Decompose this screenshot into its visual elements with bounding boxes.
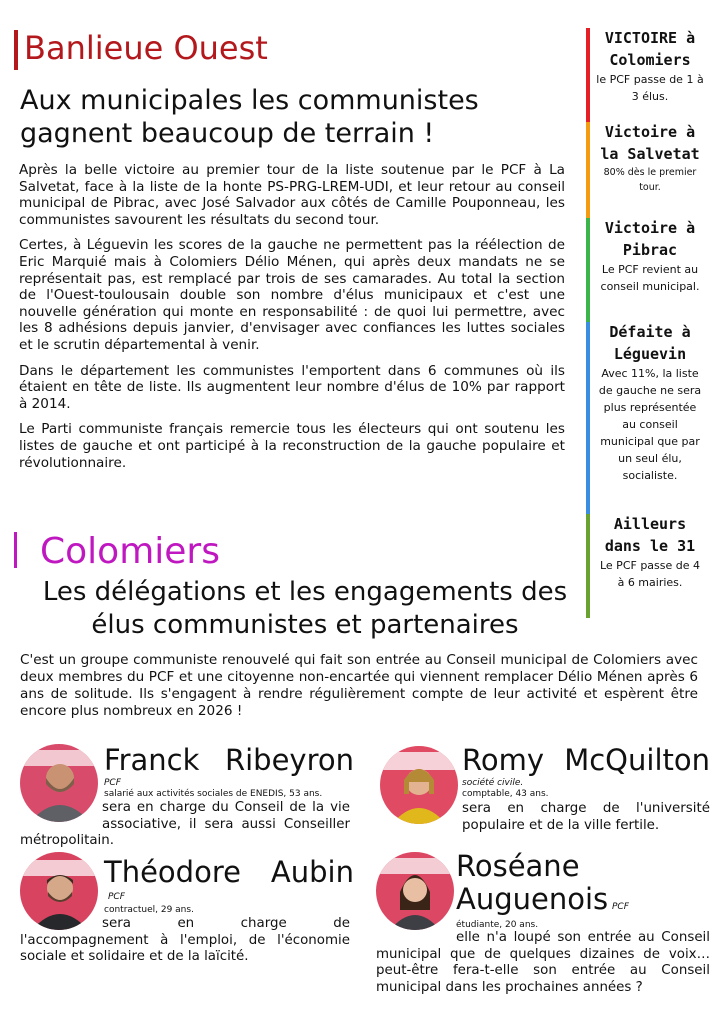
portrait-photo-icon [380, 746, 458, 824]
elected-description [376, 930, 710, 996]
results-sidebar [586, 28, 704, 618]
elected-description [20, 800, 350, 850]
elected-party: PCF [108, 892, 125, 902]
section-title: Colomiers [40, 531, 220, 572]
elected-name: Auguenois [456, 882, 609, 916]
elected-name: Théodore Aubin [104, 855, 354, 889]
article-body [19, 162, 565, 480]
elected-description-text: sera en charge du Conseil de la vie associative, il sera aussi Conseiller métropolitain. [20, 800, 350, 848]
sidebar-box-leguevin [586, 322, 704, 514]
elected-name: Roséane [456, 849, 580, 883]
elected-card-franck [20, 744, 354, 850]
elected-name: Franck Ribeyron [104, 743, 354, 777]
elected-job: salarié aux activités sociales de ENEDIS, 53 ans. [104, 789, 323, 799]
elected-description-text: sera en charge de l'accompagnement à l'emploi, de l'économie sociale et solidaire et de la laïcité. [20, 916, 350, 964]
elected-job: étudiante, 20 ans. [456, 920, 539, 930]
sidebar-box-title: Défaite à Léguevin [609, 323, 691, 363]
section-accent-bar [14, 30, 18, 70]
sidebar-box-pibrac [586, 218, 704, 322]
sidebar-box-text: Avec 11%, la liste de gauche ne sera plus représentée au conseil municipal que par un seul élu, socialiste. [598, 367, 702, 482]
section-title: Banlieue Ouest [24, 29, 268, 67]
sidebar-box-title: Victoire à Pibrac [604, 219, 696, 259]
elected-name: Romy McQuilton [462, 743, 710, 777]
sidebar-box-title: Victoire à la Salvetat [600, 123, 700, 163]
elected-card-theodore [20, 852, 354, 964]
article-paragraph: Dans le département les communistes l'emportent dans 6 communes où ils étaient en tête de liste. Ils augmentent leur nombre d'élus de 10% par rapport à 2014. [19, 362, 565, 412]
article-paragraph: Le Parti communiste français remercie tous les électeurs qui ont soutenu les listes de gauche et ont participé à la reconstruction de la gauche populaire et révolutionnaire. [19, 421, 565, 471]
elected-party: PCF [104, 778, 121, 788]
article-paragraph: Après la belle victoire au premier tour de la liste soutenue par le PCF à La Salvetat, face à la liste de la honte PS-PRG-LREM-UDI, et leur retour au conseil municipal de Pibrac, avec José Salvador aux côtés de Camille Pouponneau, les communistes savourent les résultats du second tour. [19, 162, 565, 228]
elected-card-roseane [376, 850, 710, 1000]
article-paragraph: Certes, à Léguevin les scores de la gauche ne permettent pas la réélection de Eric Marquié mais à Colomiers Délio Ménen, qui après deux mandats ne se représentait pas, est remplacé par trois de ses camarades. Au total la section de l'Ouest-toulousain double son nombre d'élus municipaux et c'est une nouvelle génération qui monte en responsabilité : de quoi lui permettre, avec les 8 adhésions depuis janvier, d'envisager avec confiances les luttes sociales et le scrutin départemental à venir. [19, 237, 565, 353]
sidebar-box-ailleurs [586, 514, 704, 618]
article-headline: Aux municipales les communistes gagnent beaucoup de terrain ! [20, 85, 479, 149]
sidebar-box-colomiers [586, 28, 704, 122]
elected-party: PCF [612, 902, 629, 912]
article-headline: Les délégations et les engagements des élus communistes et partenaires [42, 577, 568, 640]
elected-job: comptable, 43 ans. [462, 789, 549, 799]
sidebar-box-text: Le PCF passe de 4 à 6 mairies. [599, 559, 701, 589]
sidebar-box-text: le PCF passe de 1 à 3 élus. [596, 73, 704, 103]
intro-paragraph: C'est un groupe communiste renouvelé qui fait son entrée au Conseil municipal de Colomiers avec deux membres du PCF et une citoyenne non-encartée qui viennent remplacer Délio Ménen après 6 ans de solitude. Ils s'engagent à rendre régulièrement compte de leur activité et espèrent être encore plus nombreux en 2026 ! [20, 652, 698, 719]
portrait-photo-icon [376, 852, 454, 930]
elected-description [20, 916, 350, 966]
avatar [380, 746, 458, 824]
sidebar-box-text: Le PCF revient au conseil municipal. [600, 263, 700, 293]
elected-description-text: elle n'a loupé son entrée au Conseil municipal que de quelques dizaines de voix… peut-être fera-t-elle son entrée au Conseil municipal dans les prochaines années ? [376, 930, 710, 995]
elected-party: société civile. [462, 778, 524, 788]
sidebar-box-text: 80% dès le premier tour. [603, 167, 697, 193]
elected-job: contractuel, 29 ans. [104, 905, 194, 915]
sidebar-box-title: Ailleurs dans le 31 [604, 515, 696, 555]
sidebar-box-title: VICTOIRE à Colomiers [604, 29, 696, 69]
avatar [376, 852, 454, 930]
elected-card-romy [380, 744, 710, 844]
sidebar-box-salvetat [586, 122, 704, 218]
elected-description: sera en charge de l'université populaire et de la ville fertile. [462, 801, 710, 833]
section-accent-bar [14, 532, 17, 568]
